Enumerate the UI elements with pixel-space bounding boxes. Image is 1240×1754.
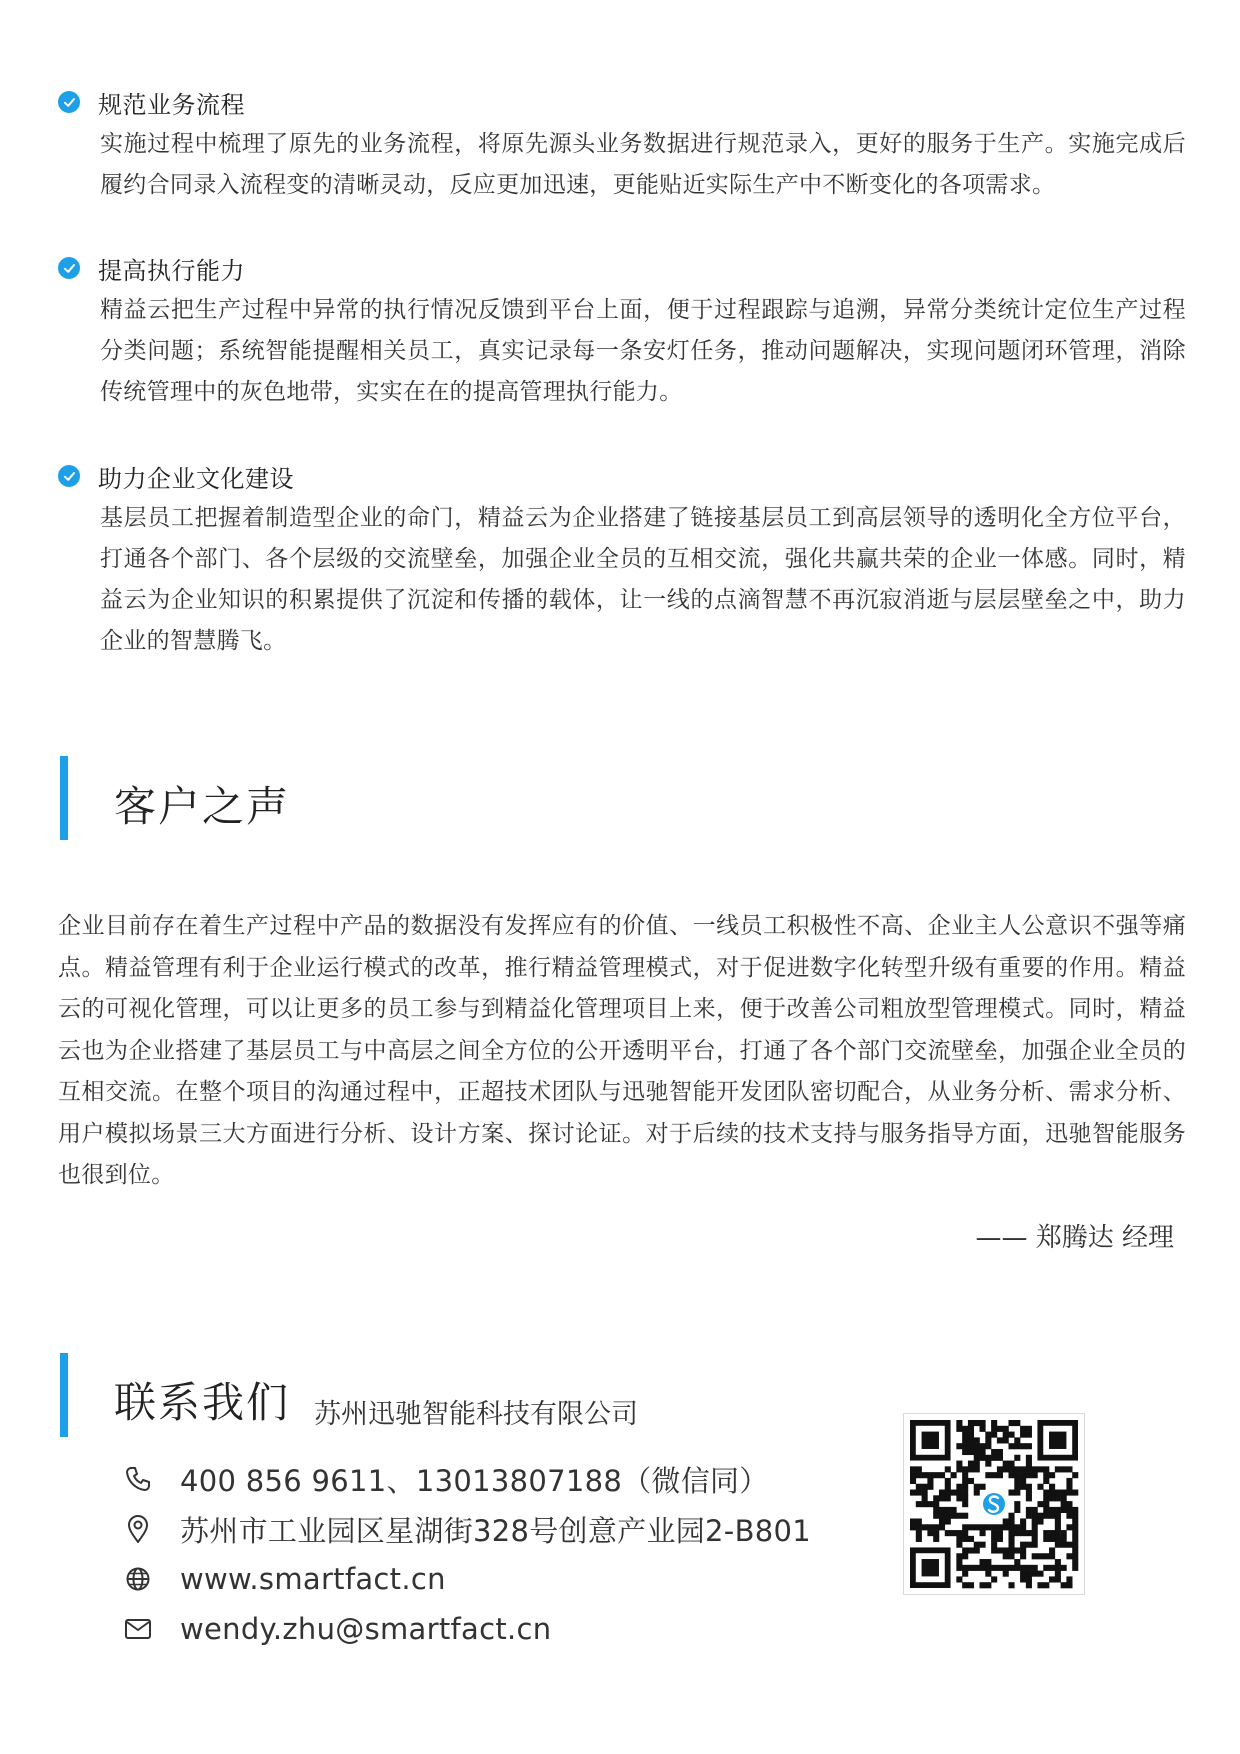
contact-address-row: [122, 1507, 811, 1551]
feature-point-header: [58, 456, 1186, 496]
contact-phone-row: [122, 1457, 769, 1501]
phone-text: 400 856 9611、13013807188（微信同）: [180, 1463, 769, 1498]
company-name: 苏州迅驰智能科技有限公司: [314, 1399, 638, 1430]
section-accent-bar: [60, 756, 68, 840]
check-circle-icon: [58, 257, 80, 279]
customer-voice-body: 企业目前存在着生产过程中产品的数据没有发挥应有的价值、一线员工积极性不高、企业主人公意识不强等痛点。精益管理有利于企业运行模式的改革，推行精益管理模式，对于促进数字化转型升级有重要的作用。精益云的可视化管理，可以让更多的员工参与到精益化管理项目上来，便于改善公司粗放型管理模式。同时，精益云也为企业搭建了基层员工与中高层之间全方位的公开透明平台，打通了各个部门交流壁垒，加强企业全员的互相交流。在整个项目的沟通过程中，正超技术团队与迅驰智能开发团队密切配合，从业务分析、需求分析、用户模拟场景三大方面进行分析、设计方案、探讨论证。对于后续的技术支持与服务指导方面，迅驰智能服务也很到位。: [58, 913, 1186, 1188]
qr-code-icon: [903, 1413, 1085, 1595]
feature-point-body: 实施过程中梳理了原先的业务流程，将原先源头业务数据进行规范录入，更好的服务于生产。实施完成后履约合同录入流程变的清晰灵动，反应更加迅速，更能贴近实际生产中不断变化的各项需求。: [100, 131, 1186, 198]
address-text: 苏州市工业园区星湖街328号创意产业园2-B801: [180, 1513, 812, 1548]
mail-icon: [122, 1613, 154, 1645]
feature-point-body: 精益云把生产过程中异常的执行情况反馈到平台上面，便于过程跟踪与追溯，异常分类统计定位生产过程分类问题；系统智能提醒相关员工，真实记录每一条安灯任务，推动问题解决，实现问题闭环管理，消除传统管理中的灰色地带，实实在在的提高管理执行能力。: [100, 297, 1186, 405]
section-accent-bar: [60, 1353, 68, 1437]
contact-website-row: [122, 1557, 446, 1601]
testimonial-signature: —— 郑腾达 经理: [975, 1223, 1174, 1253]
feature-point: [58, 82, 1186, 206]
check-circle-icon: [58, 91, 80, 113]
feature-point-title: 助力企业文化建设: [98, 464, 294, 493]
feature-point-header: [58, 82, 1186, 122]
feature-point: [58, 248, 1186, 413]
location-pin-icon: [122, 1513, 154, 1545]
feature-point: [58, 456, 1186, 662]
feature-point-header: [58, 248, 1186, 288]
website-link[interactable]: www.smartfact.cn: [180, 1562, 446, 1596]
globe-icon: [122, 1563, 154, 1595]
contact-title: 联系我们: [114, 1378, 291, 1427]
feature-point-title: 规范业务流程: [98, 90, 245, 119]
customer-voice-title: 客户之声: [114, 782, 291, 831]
phone-icon: [122, 1463, 154, 1495]
feature-point-body: 基层员工把握着制造型企业的命门，精益云为企业搭建了链接基层员工到高层领导的透明化全方位平台，打通各个部门、各个层级的交流壁垒，加强企业全员的互相交流，强化共赢共荣的企业一体感。同时，精益云为企业知识的积累提供了沉淀和传播的载体，让一线的点滴智慧不再沉寂消逝与层层壁垒之中，助力企业的智慧腾飞。: [100, 505, 1186, 654]
contact-email-row: [122, 1607, 551, 1651]
feature-point-title: 提高执行能力: [98, 256, 245, 285]
email-link[interactable]: wendy.zhu@smartfact.cn: [180, 1612, 552, 1646]
check-circle-icon: [58, 465, 80, 487]
